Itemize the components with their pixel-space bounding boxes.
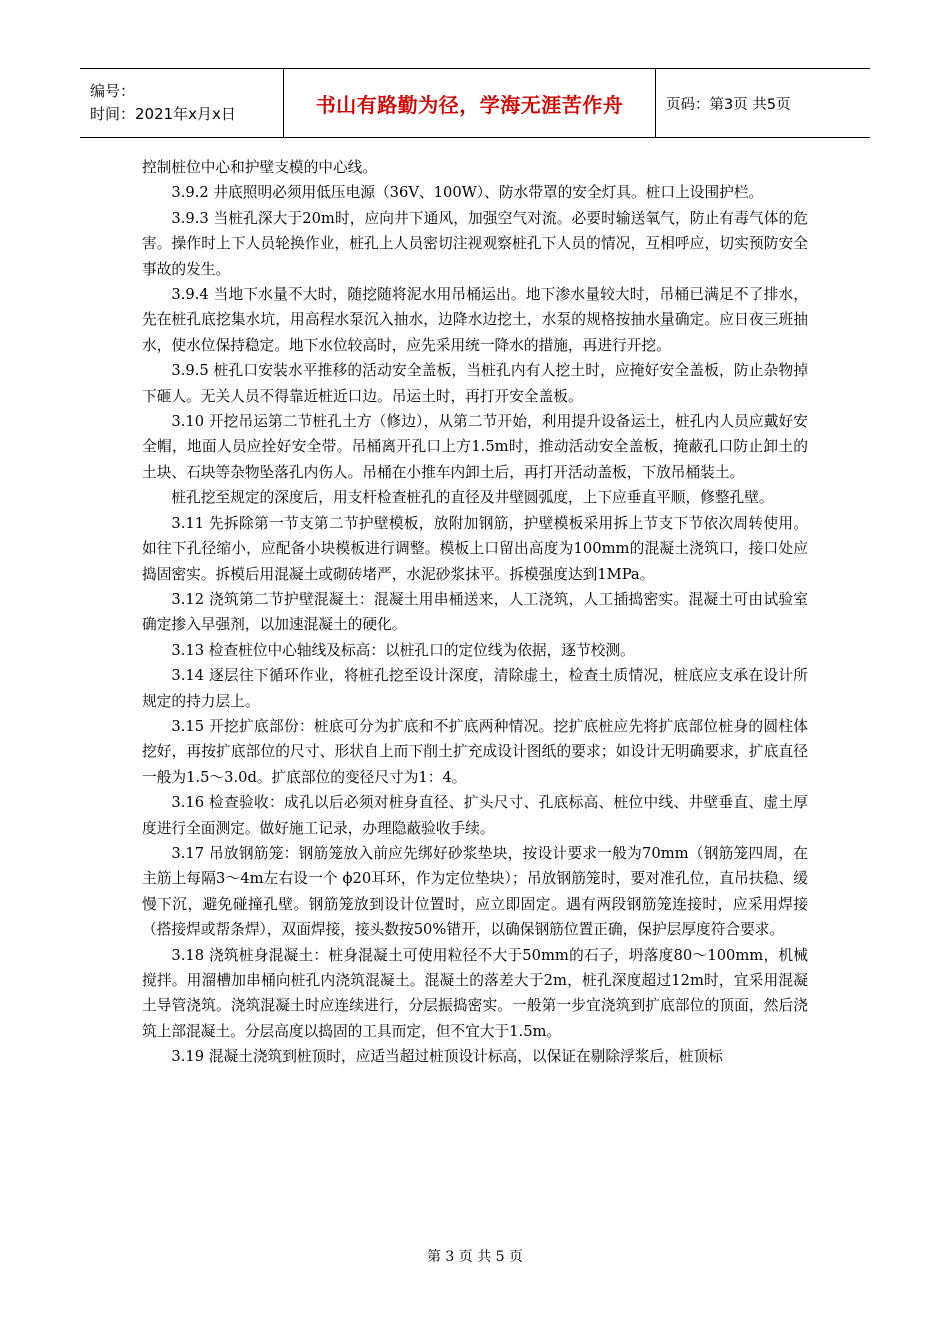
header-motto-cell <box>284 69 656 137</box>
document-date: 时间：2021年x月x日 <box>90 105 236 123</box>
header-page-number: 页码：第3页 共5页 <box>666 96 791 113</box>
paragraph: 3.9.2 井底照明必须用低压电源（36V、100W）、防水带罩的安全灯具。桩口上设围护栏。 <box>171 184 764 202</box>
paragraph: 3.9.5 桩孔口安装水平推移的活动安全盖板，当桩孔内有人挖土时，应掩好安全盖板，防止杂物掉下砸人。无关人员不得靠近桩近口边。吊运土时，再打开安全盖板。 <box>142 362 808 405</box>
document-code-label: 编号： <box>90 82 136 100</box>
paragraph: 3.19 混凝土浇筑到桩顶时，应适当超过桩顶设计标高，以保证在剔除浮浆后，桩顶标 <box>171 1048 723 1066</box>
paragraph: 3.9.3 当桩孔深大于20m时，应向井下通风，加强空气对流。必要时输送氧气，防止有毒气体的危害。操作时上下人员轮换作业，桩孔上人员密切注视观察桩孔下人员的情况，互相呼应，切实预防安全事故的发生。 <box>142 209 808 278</box>
header-left-cell <box>80 69 284 137</box>
document-body <box>142 155 808 1070</box>
paragraph: 3.13 检查桩位中心轴线及标高：以桩孔口的定位线为依据，逐节校测。 <box>171 641 635 659</box>
header-motto: 书山有路勤为径，学海无涯苦作舟 <box>315 92 624 117</box>
header-page-cell <box>656 69 870 137</box>
page-footer: 第 3 页 共 5 页 <box>426 1249 524 1265</box>
paragraph: 3.9.4 当地下水量不大时，随挖随将泥水用吊桶运出。地下渗水量较大时，吊桶已满足不了排水，先在桩孔底挖集水坑，用高程水泵沉入抽水，边降水边挖土，水泵的规格按抽水量确定。应日夜三班抽水，使水位保持稳定。地下水位较高时，应先采用统一降水的措施，再进行开挖。 <box>142 286 808 354</box>
paragraph: 3.14 逐层往下循环作业，将桩孔挖至设计深度，清除虚土，检查土质情况，桩底应支承在设计所规定的持力层上。 <box>142 667 808 710</box>
paragraph: 3.12 浇筑第二节护壁混凝土：混凝土用串桶送来，人工浇筑，人工插捣密实。混凝土可由试验室确定掺入早强剂，以加速混凝土的硬化。 <box>142 590 808 634</box>
paragraph: 3.17 吊放钢筋笼：钢筋笼放入前应先绑好砂浆垫块，按设计要求一般为70mm（钢筋笼四周，在主筋上每隔3～4m左右设一个 ϕ20耳环，作为定位垫块）；吊放钢筋笼时，要对准孔位，直吊扶稳、缓慢下沉，避免碰撞孔壁。钢筋笼放到设计位置时，应立即固定。遇有两段钢筋笼连接时，应采用焊接（搭接焊或帮条焊），双面焊接，接头数按50%错开，以确保钢筋位置正确，保护层厚度符合要求。 <box>142 844 808 939</box>
paragraph: 3.16 检查验收：成孔以后必须对桩身直径、扩头尺寸、孔底标高、桩位中线、井壁垂直、虚土厚度进行全面测定。做好施工记录，办理隐蔽验收手续。 <box>142 794 808 837</box>
paragraph: 桩孔挖至规定的深度后，用支杆检查桩孔的直径及井壁圆弧度，上下应垂直平顺，修整孔壁。 <box>171 489 774 507</box>
paragraph: 3.18 浇筑桩身混凝土：桩身混凝土可使用粒径不大于50mm的石子，坍落度80～100mm，机械搅拌。用溜槽加串桶向桩孔内浇筑混凝土。混凝土的落差大于2m，桩孔深度超过12m时，宜采用混凝土导管浇筑。浇筑混凝土时应连续进行，分层振捣密实。一般第一步宜浇筑到扩底部位的顶面，然后浇筑上部混凝土。分层高度以捣固的工具而定，但不宜大于1.5m。 <box>142 946 808 1040</box>
page-header <box>80 68 870 138</box>
paragraph: 3.15 开挖扩底部份：桩底可分为扩底和不扩底两种情况。挖扩底桩应先将扩底部位桩身的圆柱体挖好，再按扩底部位的尺寸、形状自上而下削土扩充成设计图纸的要求；如设计无明确要求，扩底直径一般为1.5～3.0d。扩底部位的变径尺寸为1：4。 <box>142 717 808 786</box>
paragraph: 控制桩位中心和护壁支模的中心线。 <box>142 159 378 176</box>
paragraph: 3.11 先拆除第一节支第二节护壁模板，放附加钢筋，护壁模板采用拆上节支下节依次周转使用。如往下孔径缩小，应配备小块模板进行调整。模板上口留出高度为100mm的混凝土浇筑口，接口处应捣固密实。拆模后用混凝土或砌砖堵严，水泥砂浆抹平。拆模强度达到1MPa。 <box>142 514 808 583</box>
paragraph: 3.10 开挖吊运第二节桩孔土方（修边），从第二节开始，利用提升设备运土，桩孔内人员应戴好安全帽，地面人员应拴好安全带。吊桶离开孔口上方1.5m时，推动活动安全盖板，掩蔽孔口防止卸土的土块、石块等杂物坠落孔内伤人。吊桶在小推车内卸土后，再打开活动盖板，下放吊桶装土。 <box>142 413 808 481</box>
